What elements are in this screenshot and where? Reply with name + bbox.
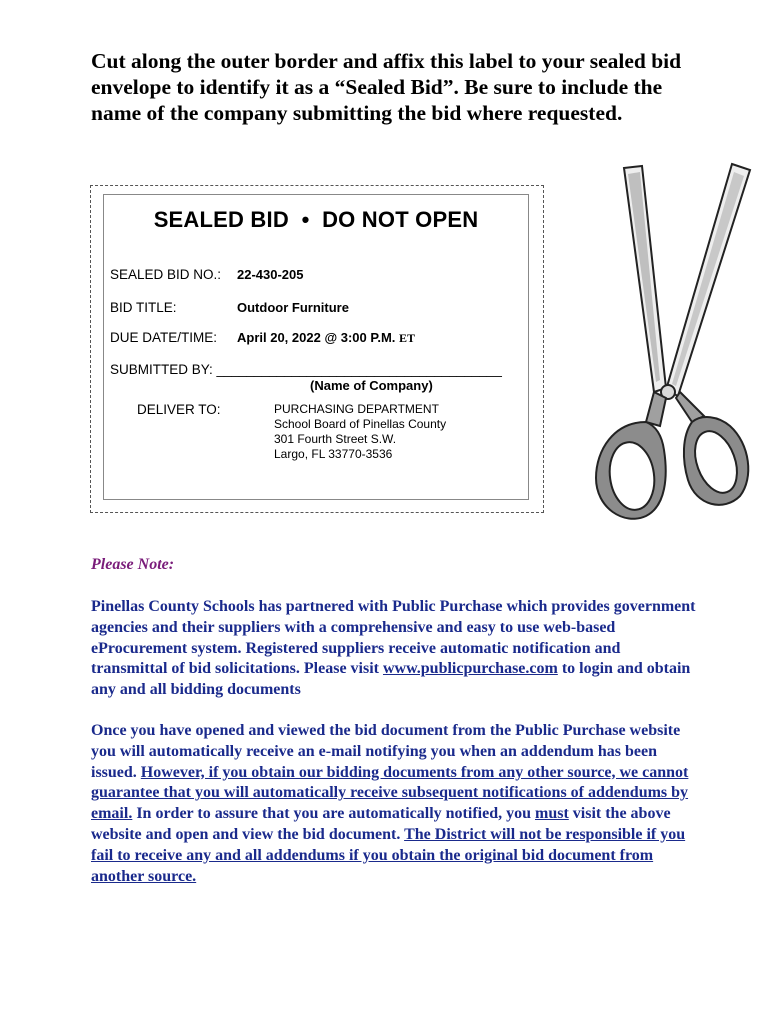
title-bullet: • xyxy=(301,207,310,232)
p2-underlined-disclaimer: The District will not be responsible if you fail to receive any and all addendums if you obtain the original bid document from another source. xyxy=(91,825,686,885)
address-line: School Board of Pinellas County xyxy=(274,417,447,431)
address-line: 301 Fourth Street S.W. xyxy=(274,432,397,446)
addendum-paragraph xyxy=(91,721,697,887)
company-name-caption: (Name of Company) xyxy=(310,378,433,393)
p2-must: must xyxy=(535,805,569,823)
due-date-label: DUE DATE/TIME: xyxy=(110,330,218,345)
label-inner-border xyxy=(103,194,529,500)
label-title-left: SEALED BID xyxy=(153,207,289,232)
due-date-timezone: ET xyxy=(399,331,416,345)
p2-text-a: Once you have opened and viewed the bid document from the Public Purchase website you will automatically receive an e-mail notifying you when an addendum has been issued. xyxy=(91,722,681,781)
submitted-by-line: SUBMITTED BY: ______________________________________ xyxy=(110,362,502,377)
p2-underlined-warning: However, if you obtain our bidding documents from any other source, we cannot guarantee that you will automatically receive subsequent notifications of addendums by email. xyxy=(91,763,689,823)
bid-title-value: Outdoor Furniture xyxy=(237,300,349,315)
address-line: PURCHASING DEPARTMENT xyxy=(274,402,439,416)
p1-tail: to login and obtain any and all bidding documents xyxy=(91,660,691,699)
bid-title-label: BID TITLE: xyxy=(110,300,177,315)
label-title-right: DO NOT OPEN xyxy=(322,207,479,232)
delivery-address xyxy=(274,402,446,462)
label-title xyxy=(104,207,528,233)
bid-number-value: 22-430-205 xyxy=(237,267,304,282)
p2-text-c: visit the above website and open and view the bid document. xyxy=(91,805,671,843)
sealed-bid-label xyxy=(90,185,544,513)
due-date-text: April 20, 2022 @ 3:00 P.M. xyxy=(237,330,396,345)
public-purchase-link[interactable]: www.publicpurchase.com xyxy=(382,660,558,678)
due-date-value xyxy=(237,330,415,346)
note-title: Please Note: xyxy=(91,556,175,573)
cut-instructions: Cut along the outer border and affix this label to your sealed bid envelope to identify it as a “Sealed Bid”. Be sure to include the name of the company submitting the bid where requested. xyxy=(91,49,682,125)
public-purchase-paragraph xyxy=(91,597,697,701)
p1-text: Pinellas County Schools has partnered with Public Purchase which provides government agencies and their suppliers with a comprehensive and easy to use web-based eProcurement system. Registered suppliers receive automatic notification and transmittal of bid solicitations. Please visit xyxy=(91,598,696,678)
deliver-to-label: DELIVER TO: xyxy=(137,402,221,417)
p2-text-b: In order to assure that you are automatically notified, you xyxy=(132,805,535,823)
address-line: Largo, FL 33770-3536 xyxy=(274,447,393,461)
bid-number-label: SEALED BID NO.: xyxy=(110,267,222,282)
scissors-icon xyxy=(584,160,754,540)
